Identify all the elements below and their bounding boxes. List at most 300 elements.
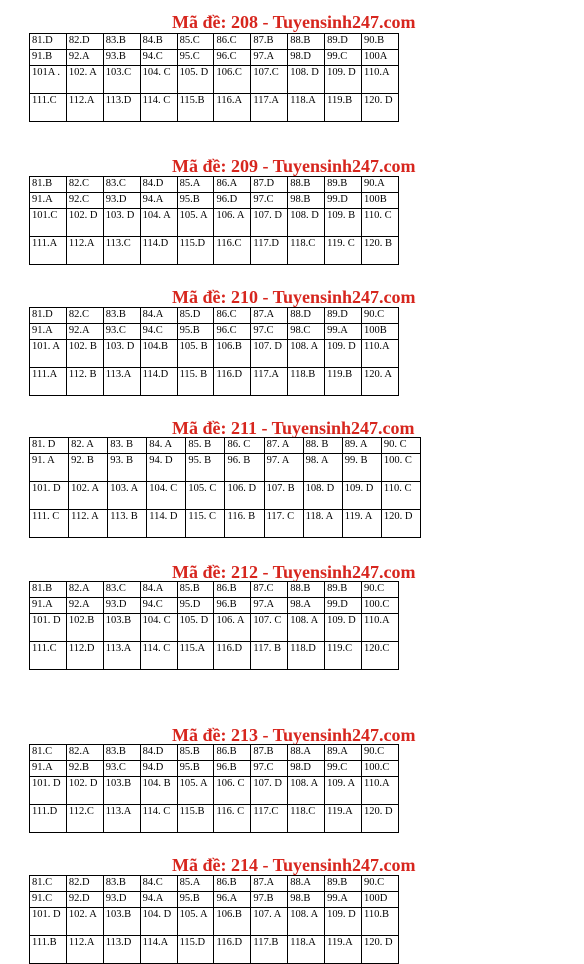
table-row [30,482,421,510]
answer-cell: 90.A [362,177,399,193]
answer-table [29,581,399,670]
answer-cell: 99.A [325,892,362,908]
answer-cell: 94.D [140,761,177,777]
answer-cell: 111.D [30,805,67,833]
table-row [30,193,399,209]
answer-cell: 106. D [225,482,264,510]
answer-cell: 120. A [362,368,399,396]
answer-cell: 81. D [30,438,69,454]
answer-cell: 108. A [288,340,325,368]
answer-cell: 89.D [325,34,362,50]
answer-table [29,744,399,833]
answer-table [29,307,399,396]
table-row [30,177,399,193]
answer-cell: 100A [362,50,399,66]
answer-cell: 106. A [214,209,251,237]
answer-cell: 105. C [186,482,225,510]
table-row [30,777,399,805]
answer-cell: 104. C [140,66,177,94]
answer-cell: 113.C [103,237,140,265]
answer-cell: 116.C [214,237,251,265]
answer-cell: 83. B [108,438,147,454]
answer-cell: 114.D [140,368,177,396]
answer-cell: 84.C [140,876,177,892]
answer-cell: 117.B [251,936,288,964]
answer-cell: 112. A [69,510,108,538]
answer-cell: 85.B [177,582,214,598]
table-row [30,34,399,50]
answer-cell: 90. C [381,438,420,454]
answer-cell: 109. D [325,908,362,936]
answer-cell: 118.C [288,237,325,265]
answer-cell: 101. D [30,482,69,510]
answer-cell: 98.B [288,892,325,908]
answer-cell: 102. D [66,209,103,237]
answer-cell: 98.D [288,50,325,66]
answer-cell: 118.D [288,642,325,670]
answer-cell: 113.A [103,368,140,396]
answer-cell: 93.D [103,193,140,209]
answer-cell: 113. B [108,510,147,538]
answer-cell: 81.C [30,876,67,892]
answer-cell: 84.B [140,34,177,50]
answer-cell: 94.A [140,892,177,908]
table-row [30,892,399,908]
answer-cell: 118. A [303,510,342,538]
answer-cell: 84.A [140,582,177,598]
answer-cell: 99.D [325,193,362,209]
answer-cell: 89.B [325,582,362,598]
answer-cell: 93. B [108,454,147,482]
table-row [30,876,399,892]
table-row [30,308,399,324]
answer-cell: 99.C [325,761,362,777]
answer-cell: 99.C [325,50,362,66]
answer-cell: 90.B [362,34,399,50]
answer-cell: 116.D [214,642,251,670]
answer-cell: 91.A [30,193,67,209]
answer-cell: 109. D [342,482,381,510]
answer-cell: 89.D [325,308,362,324]
answer-cell: 96.C [214,50,251,66]
answer-cell: 113.D [103,94,140,122]
answer-cell: 111. C [30,510,69,538]
answer-cell: 102. B [66,340,103,368]
answer-table [29,33,399,122]
answer-cell: 88.B [288,582,325,598]
answer-cell: 83.B [103,876,140,892]
answer-cell: 119. A [342,510,381,538]
answer-cell: 91. A [30,454,69,482]
answer-cell: 96.B [214,761,251,777]
answer-cell: 97.C [251,324,288,340]
answer-cell: 107. C [251,614,288,642]
answer-cell: 117.C [251,805,288,833]
answer-cell: 118.A [288,936,325,964]
answer-cell: 98.D [288,761,325,777]
table-row [30,805,399,833]
answer-cell: 101. D [30,614,67,642]
answer-cell: 90.C [362,308,399,324]
answer-cell: 113.D [103,936,140,964]
answer-cell: 105. B [177,340,214,368]
answer-cell: 84.A [140,308,177,324]
answer-cell: 91.A [30,761,67,777]
answer-cell: 107. A [251,908,288,936]
answer-cell: 107. D [251,340,288,368]
answer-cell: 106.C [214,66,251,94]
answer-cell: 97.A [251,50,288,66]
answer-cell: 102. A [69,482,108,510]
table-row [30,237,399,265]
answer-cell: 92.A [66,324,103,340]
answer-cell: 110. C [362,209,399,237]
answer-cell: 82.C [66,308,103,324]
answer-cell: 107. B [264,482,303,510]
table-row [30,438,421,454]
answer-cell: 111.C [30,94,67,122]
table-row [30,340,399,368]
answer-cell: 104. A [140,209,177,237]
answer-cell: 117.D [251,237,288,265]
answer-cell: 117.A [251,94,288,122]
table-row [30,324,399,340]
answer-cell: 88.B [288,177,325,193]
answer-cell: 86.C [214,34,251,50]
answer-cell: 117. C [264,510,303,538]
answer-cell: 87.B [251,745,288,761]
answer-cell: 107. D [251,777,288,805]
answer-cell: 98.C [288,324,325,340]
answer-cell: 82.A [66,745,103,761]
answer-cell: 116. B [225,510,264,538]
answer-cell: 103.B [103,614,140,642]
answer-cell: 119.B [325,368,362,396]
answer-cell: 99.A [325,324,362,340]
answer-cell: 109. D [325,614,362,642]
answer-cell: 111.A [30,368,67,396]
answer-cell: 101. D [30,908,67,936]
answer-cell: 100B [362,193,399,209]
answer-cell: 103. D [103,340,140,368]
answer-cell: 95.B [177,892,214,908]
answer-cell: 81.B [30,582,67,598]
answer-cell: 110.B [362,908,399,936]
answer-cell: 95.B [177,324,214,340]
answer-cell: 104. C [140,614,177,642]
answer-cell: 95.B [177,193,214,209]
answer-table [29,875,399,964]
answer-cell: 104. B [140,777,177,805]
answer-cell: 100D [362,892,399,908]
answer-cell: 89.B [325,177,362,193]
answer-cell: 105. A [177,777,214,805]
answer-cell: 87.C [251,582,288,598]
answer-cell: 81.D [30,34,67,50]
table-row [30,598,399,614]
answer-cell: 85.A [177,177,214,193]
answer-cell: 83.C [103,582,140,598]
answer-cell: 82.C [66,177,103,193]
section-title: Mã đề: 212 - Tuyensinh247.com [172,562,416,582]
answer-cell: 111.B [30,936,67,964]
answer-cell: 118.B [288,368,325,396]
answer-cell: 120. D [362,94,399,122]
answer-cell: 92.A [66,598,103,614]
answer-cell: 109. D [325,340,362,368]
answer-cell: 95.B [177,761,214,777]
answer-cell: 104. D [140,908,177,936]
answer-cell: 105. D [177,66,214,94]
answer-cell: 87.A [251,876,288,892]
answer-cell: 109. A [325,777,362,805]
answer-cell: 84.D [140,177,177,193]
answer-cell: 93.D [103,598,140,614]
answer-cell: 91.B [30,50,67,66]
answer-cell: 89.A [325,745,362,761]
table-row [30,908,399,936]
answer-cell: 106.B [214,908,251,936]
answer-cell: 97.C [251,193,288,209]
answer-cell: 112.A [66,936,103,964]
table-row [30,642,399,670]
answer-cell: 86.B [214,582,251,598]
table-row [30,745,399,761]
table-row [30,582,399,598]
answer-cell: 108. D [303,482,342,510]
answer-cell: 89.B [325,876,362,892]
answer-cell: 120. D [362,805,399,833]
answer-cell: 115.B [177,94,214,122]
answer-cell: 106. A [214,614,251,642]
answer-cell: 119.B [325,94,362,122]
answer-cell: 111.C [30,642,67,670]
table-row [30,209,399,237]
answer-cell: 95.C [177,50,214,66]
answer-cell: 96. B [225,454,264,482]
section-title: Mã đề: 214 - Tuyensinh247.com [172,855,416,875]
answer-cell: 85.B [177,745,214,761]
answer-cell: 120. B [362,237,399,265]
answer-cell: 98.A [288,598,325,614]
answer-cell: 88.D [288,308,325,324]
answer-cell: 104. C [147,482,186,510]
answer-cell: 100.C [362,761,399,777]
answer-cell: 120. D [381,510,420,538]
answer-cell: 116.A [214,94,251,122]
answer-cell: 82.D [66,34,103,50]
answer-cell: 105. A [177,908,214,936]
answer-cell: 87. A [264,438,303,454]
answer-cell: 100.C [362,598,399,614]
answer-cell: 109. D [325,66,362,94]
table-row [30,614,399,642]
answer-cell: 102. A [66,66,103,94]
answer-cell: 84. A [147,438,186,454]
answer-cell: 96.A [214,892,251,908]
answer-cell: 84.D [140,745,177,761]
answer-cell: 83.B [103,745,140,761]
answer-cell: 99.D [325,598,362,614]
answer-cell: 116.D [214,936,251,964]
answer-cell: 85.A [177,876,214,892]
answer-cell: 91.A [30,324,67,340]
answer-cell: 98.B [288,193,325,209]
answer-cell: 112.D [66,642,103,670]
answer-cell: 96.C [214,324,251,340]
answer-cell: 96.D [214,193,251,209]
answer-cell: 110.A [362,614,399,642]
answer-cell: 116.D [214,368,251,396]
answer-cell: 96.B [214,598,251,614]
answer-cell: 115.D [177,237,214,265]
answer-cell: 92.A [66,50,103,66]
answer-cell: 108. A [288,614,325,642]
answer-cell: 109. B [325,209,362,237]
answer-cell: 94.C [140,324,177,340]
table-row [30,66,399,94]
answer-cell: 110.A [362,777,399,805]
answer-cell: 119. C [325,237,362,265]
answer-cell: 83.B [103,308,140,324]
answer-cell: 103.C [103,66,140,94]
answer-cell: 110. C [381,482,420,510]
answer-cell: 88.A [288,745,325,761]
answer-cell: 119.A [325,805,362,833]
answer-cell: 106. C [214,777,251,805]
answer-cell: 82.D [66,876,103,892]
table-row [30,454,421,482]
answer-cell: 93.C [103,324,140,340]
answer-cell: 102.B [66,614,103,642]
answer-cell: 85.D [177,308,214,324]
answer-cell: 82. A [69,438,108,454]
answer-cell: 117.A [251,368,288,396]
answer-cell: 101. A [30,340,67,368]
answer-cell: 83.B [103,34,140,50]
table-row [30,510,421,538]
answer-cell: 103. D [103,209,140,237]
answer-cell: 110.A [362,340,399,368]
answer-cell: 97.B [251,892,288,908]
answer-cell: 112.A [66,94,103,122]
answer-cell: 86. C [225,438,264,454]
answer-cell: 90.C [362,745,399,761]
answer-cell: 118.C [288,805,325,833]
answer-cell: 103.B [103,777,140,805]
answer-cell: 114. C [140,642,177,670]
answer-cell: 108. A [288,908,325,936]
answer-cell: 108. A [288,777,325,805]
section-title: Mã đề: 209 - Tuyensinh247.com [172,156,416,176]
section-title: Mã đề: 210 - Tuyensinh247.com [172,287,416,307]
answer-cell: 101. D [30,777,67,805]
answer-cell: 100. C [381,454,420,482]
answer-cell: 114. C [140,94,177,122]
answer-cell: 88. B [303,438,342,454]
table-row [30,368,399,396]
answer-cell: 110.A [362,66,399,94]
answer-cell: 98. A [303,454,342,482]
answer-cell: 85.C [177,34,214,50]
answer-cell: 94.C [140,598,177,614]
answer-cell: 88.B [288,34,325,50]
answer-cell: 97. A [264,454,303,482]
answer-cell: 115.A [177,642,214,670]
answer-cell: 82.A [66,582,103,598]
answer-cell: 104.B [140,340,177,368]
answer-cell: 86.B [214,876,251,892]
answer-cell: 92.B [66,761,103,777]
answer-cell: 93.B [103,50,140,66]
answer-cell: 103. A [108,482,147,510]
answer-cell: 105. D [177,614,214,642]
answer-cell: 115.B [177,805,214,833]
answer-cell: 95.D [177,598,214,614]
answer-cell: 112.A [66,237,103,265]
answer-cell: 91.C [30,892,67,908]
answer-cell: 102. A [66,908,103,936]
answer-cell: 93.C [103,761,140,777]
answer-cell: 87.A [251,308,288,324]
table-row [30,761,399,777]
answer-cell: 94.C [140,50,177,66]
answer-cell: 103.B [103,908,140,936]
answer-cell: 108. D [288,209,325,237]
answer-cell: 81.B [30,177,67,193]
answer-cell: 114.A [140,936,177,964]
answer-cell: 86.B [214,745,251,761]
answer-cell: 107.C [251,66,288,94]
answer-cell: 101A . [30,66,67,94]
answer-cell: 88.A [288,876,325,892]
answer-cell: 119.C [325,642,362,670]
answer-cell: 86.C [214,308,251,324]
answer-cell: 119.A [325,936,362,964]
answer-table [29,176,399,265]
answer-cell: 90.C [362,876,399,892]
answer-cell: 101.C [30,209,67,237]
answer-cell: 100B [362,324,399,340]
answer-cell: 113.A [103,805,140,833]
answer-cell: 94. D [147,454,186,482]
answer-cell: 114.D [140,237,177,265]
section-title: Mã đề: 208 - Tuyensinh247.com [172,12,416,32]
answer-cell: 102. D [66,777,103,805]
answer-cell: 89. A [342,438,381,454]
answer-cell: 92.D [66,892,103,908]
answer-cell: 92.C [66,193,103,209]
answer-cell: 114. C [140,805,177,833]
answer-cell: 99. B [342,454,381,482]
answer-cell: 92. B [69,454,108,482]
table-row [30,936,399,964]
answer-cell: 81.C [30,745,67,761]
answer-cell: 115. C [186,510,225,538]
answer-cell: 115.D [177,936,214,964]
answer-cell: 93.D [103,892,140,908]
answer-cell: 91.A [30,598,67,614]
answer-cell: 95. B [186,454,225,482]
answer-cell: 97.C [251,761,288,777]
answer-cell: 106.B [214,340,251,368]
answer-cell: 118.A [288,94,325,122]
table-row [30,50,399,66]
answer-cell: 114. D [147,510,186,538]
answer-cell: 108. D [288,66,325,94]
answer-cell: 111.A [30,237,67,265]
answer-cell: 90.C [362,582,399,598]
